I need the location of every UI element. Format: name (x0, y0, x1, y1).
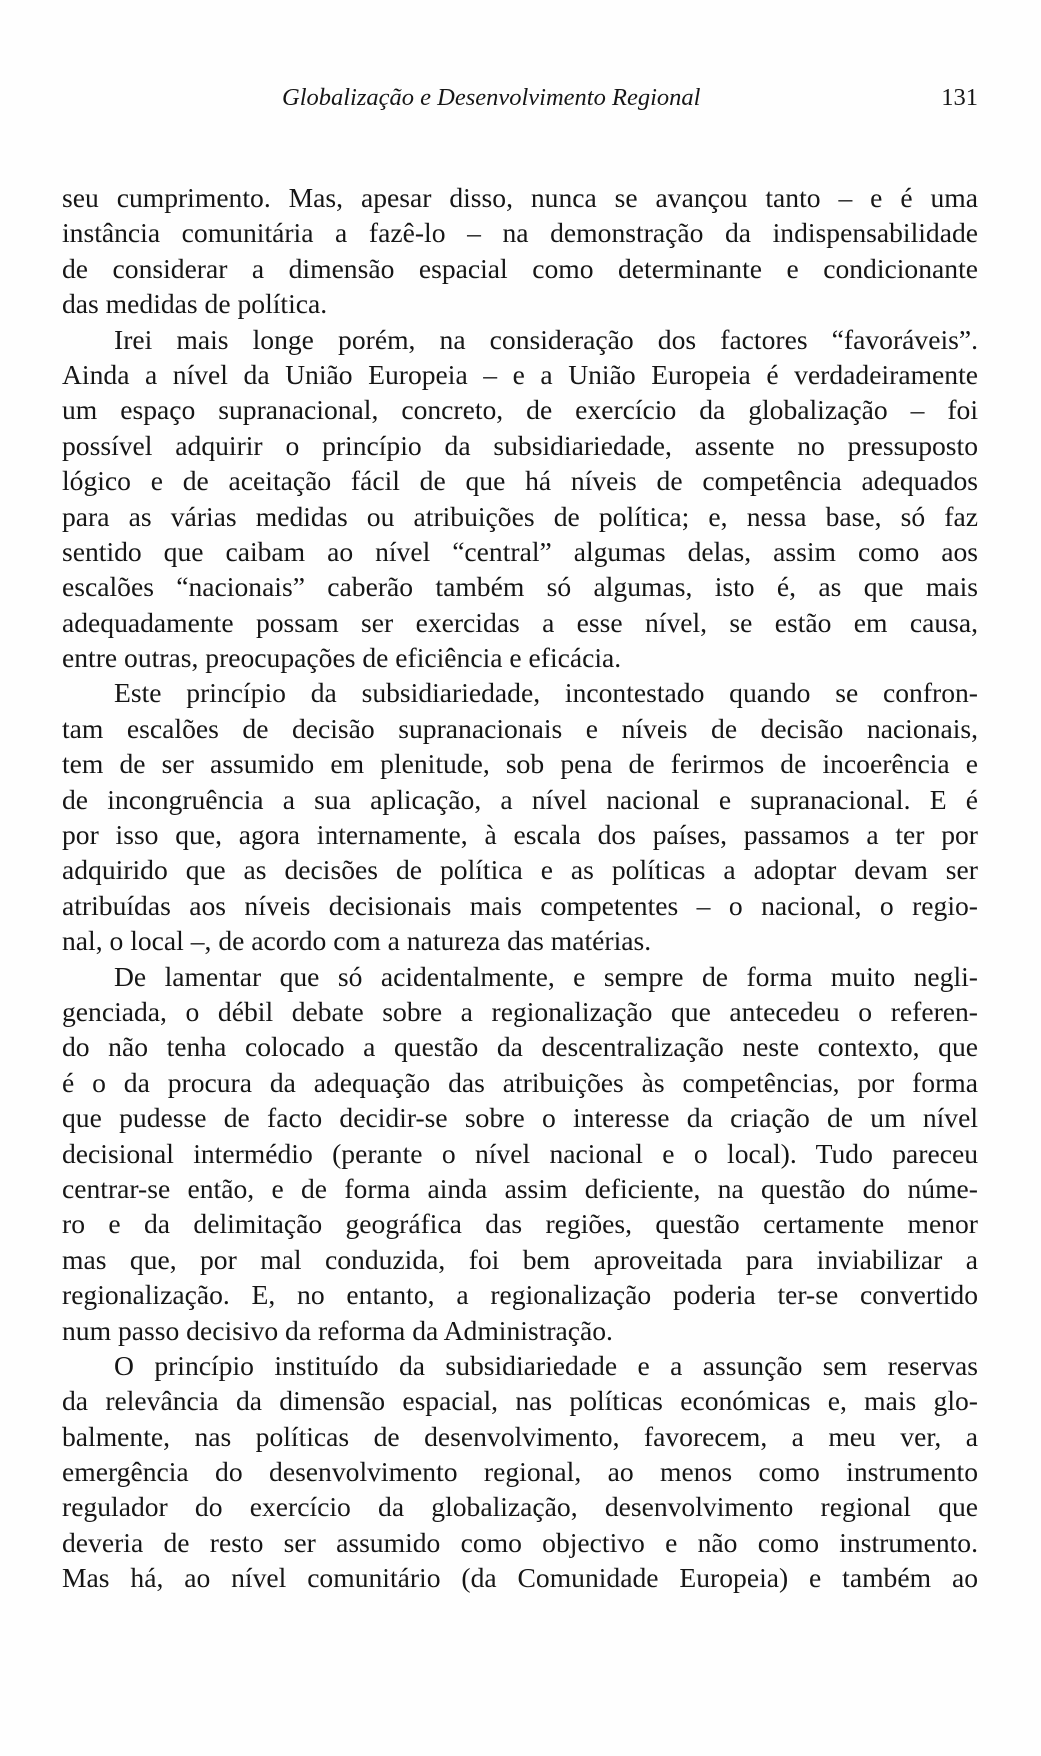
text-line: mas que, por mal conduzida, foi bem aproveitada para inviabilizar a (62, 1243, 978, 1275)
text-line: do não tenha colocado a questão da descentralização neste contexto, que (62, 1031, 978, 1063)
text-line: lógico e de aceitação fácil de que há níveis de competência adequados (62, 465, 978, 497)
text-line: tem de ser assumido em plenitude, sob pena de ferirmos de incoerência e (62, 748, 978, 780)
text-line: seu cumprimento. Mas, apesar disso, nunca se avançou tanto – e é uma (62, 182, 978, 213)
text-line: escalões “nacionais” caberão também só algumas, isto é, as que mais (62, 571, 978, 603)
text-line: que pudesse de facto decidir-se sobre o interesse da criação de um nível (62, 1102, 978, 1134)
text-line: atribuídas aos níveis decisionais mais competentes – o nacional, o regio- (62, 889, 978, 921)
text-line: de considerar a dimensão espacial como determinante e condicionante (62, 252, 978, 284)
text-line: Mas há, ao nível comunitário (da Comunidade Europeia) e também ao (62, 1562, 978, 1594)
running-header (62, 84, 978, 124)
text-line: para as várias medidas ou atribuições de política; e, nessa base, só faz (62, 500, 978, 532)
text-line: nal, o local –, de acordo com a natureza das matérias. (62, 925, 652, 957)
text-line: possível adquirir o princípio da subsidiariedade, assente no pressuposto (62, 429, 978, 461)
text-line: sentido que caibam ao nível “central” algumas delas, assim como aos (62, 535, 978, 567)
text-line: regulador do exercício da globalização, desenvolvimento regional que (62, 1491, 978, 1523)
text-line: por isso que, agora internamente, à escala dos países, passamos a ter por (62, 819, 978, 851)
text-line: da relevância da dimensão espacial, nas políticas económicas e, mais glo- (62, 1385, 978, 1417)
running-title: Globalização e Desenvolvimento Regional (282, 84, 701, 111)
text-line: genciada, o débil debate sobre a regionalização que antecedeu o referen- (62, 995, 978, 1027)
text-line: entre outras, preocupações de eficiência e eficácia. (62, 642, 622, 674)
text-line: um espaço supranacional, concreto, de exercício da globalização – foi (62, 394, 978, 426)
text-line: Irei mais longe porém, na consideração dos factores “favoráveis”. (114, 323, 978, 355)
text-line: instância comunitária a fazê-lo – na demonstração da indispensabilidade (62, 217, 978, 249)
page-number: 131 (941, 84, 978, 111)
text-line: deveria de resto ser assumido como objectivo e não como instrumento. (62, 1526, 978, 1558)
text-line: adequadamente possam ser exercidas a esse nível, se estão em causa, (62, 606, 978, 638)
text-line: de incongruência a sua aplicação, a nível nacional e supranacional. E é (62, 783, 978, 815)
text-line: balmente, nas políticas de desenvolvimento, favorecem, a meu ver, a (62, 1420, 978, 1452)
text-line: emergência do desenvolvimento regional, ao menos como instrumento (62, 1456, 978, 1488)
text-line: O princípio instituído da subsidiariedade e a assunção sem reservas (114, 1349, 978, 1381)
text-line: Este princípio da subsidiariedade, incontestado quando se confron- (114, 677, 978, 709)
text-line: Ainda a nível da União Europeia – e a União Europeia é verdadeiramente (62, 358, 978, 390)
text-line: é o da procura da adequação das atribuições às competências, por forma (62, 1066, 978, 1098)
text-line: num passo decisivo da reforma da Administração. (62, 1314, 613, 1346)
text-line: tam escalões de decisão supranacionais e níveis de decisão nacionais, (62, 712, 978, 744)
text-line: das medidas de política. (62, 288, 328, 320)
text-line: decisional intermédio (perante o nível nacional e o local). Tudo pareceu (62, 1137, 978, 1169)
text-line: De lamentar que só acidentalmente, e sempre de forma muito negli- (114, 960, 978, 992)
text-line: ro e da delimitação geográfica das regiões, questão certamente menor (62, 1208, 978, 1240)
body-text (62, 180, 978, 1596)
text-line: adquirido que as decisões de política e as políticas a adoptar devam ser (62, 854, 978, 886)
text-line: centrar-se então, e de forma ainda assim deficiente, na questão do núme- (62, 1172, 978, 1204)
text-line: regionalização. E, no entanto, a regionalização poderia ter-se convertido (62, 1279, 978, 1311)
